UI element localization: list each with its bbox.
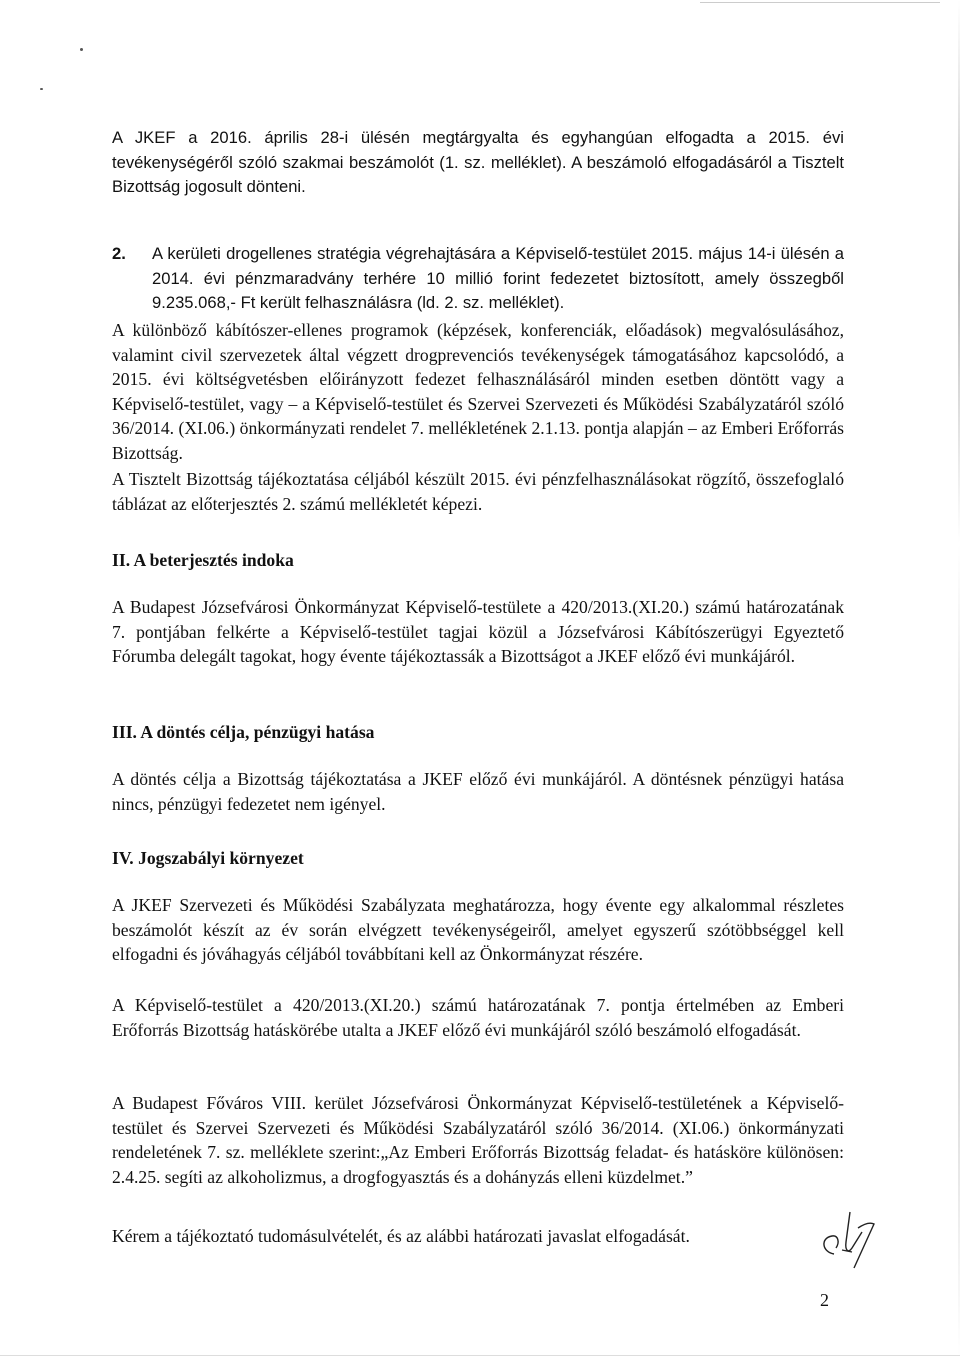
signature-initials [812,1202,892,1272]
section-iv-text-3: A Budapest Főváros VIII. kerület Józsefvárosi Önkormányzat Képviselő-testületének a Képviselő-testület és Szervei Szervezeti és Működési Szabályzatáról szóló 36/2014. (XI.06.) önkormányzati rendeletének 7. sz. melléklete szerint:„Az Emberi Erőforrás Bizottság feladat- és hatásköre különösen: 2.4.25. segíti az alkoholizmus, a drogfogyasztás és a dohányzás elleni küzdelmet.” [112,1093,844,1187]
heading-ii-text: II. A beterjesztés indoka [112,550,294,570]
closing-paragraph [112,1224,772,1249]
section-iv-text-2: A Képviselő-testület a 420/2013.(XI.20.) számú határozatának 7. pontja értelmében az Emberi Erőforrás Bizottság hatáskörébe utalta a JKEF előző évi munkájáról szóló beszámoló elfogadását. [112,995,844,1040]
closing-text: Kérem a tájékoztató tudomásulvételét, és az alábbi határozati javaslat elfogadását. [112,1226,690,1246]
summary-text: A Tisztelt Bizottság tájékoztatása céljából készült 2015. évi pénzfelhasználásokat rögzítő, összefoglaló táblázat az előterjesztés 2. számú mellékletét képezi. [112,469,844,514]
section-iv-paragraph-3 [112,1091,844,1189]
scan-edge-line [700,2,940,3]
scan-bottom-line [0,1355,960,1356]
item-2 [112,242,844,316]
section-heading-iii [112,720,844,745]
item-2-number: 2. [112,244,126,263]
summary-paragraph [112,467,844,516]
scan-speck [40,88,43,90]
scan-speck [80,48,83,51]
page-number: 2 [820,1290,829,1310]
heading-iii-text: III. A döntés célja, pénzügyi hatása [112,722,375,742]
section-iii-text: A döntés célja a Bizottság tájékoztatása a JKEF előző évi munkájáról. A döntésnek pénzügyi hatása nincs, pénzügyi fedezetet nem igényel. [112,769,844,814]
intro-paragraph [112,126,844,200]
item-2-text: A kerületi drogellenes stratégia végrehajtására a Képviselő-testület 2015. május 14-i ülésén a 2014. évi pénzmaradvány terhére 10 millió forint fedezetet biztosított, amely összegből 9.235.068,- Ft került felhasználásra (ld. 2. sz. melléklet). [152,244,844,313]
section-iv-text-1: A JKEF Szervezeti és Működési Szabályzata meghatározza, hogy évente egy alkalommal részletes beszámolót készít az év során elvégzett tevékenységeiről, amelyet egyszerű szótöbbséggel kell elfogadni és jóváhagyás céljából továbbítani kell az Önkormányzat részére. [112,895,844,965]
section-heading-iv [112,846,844,871]
programs-paragraph [112,318,844,466]
section-iii-paragraph [112,767,844,816]
section-iv-paragraph-1 [112,893,844,967]
heading-iv-text: IV. Jogszabályi környezet [112,848,304,868]
section-iv-paragraph-2 [112,993,844,1042]
intro-text: A JKEF a 2016. április 28-i ülésén megtárgyalta és egyhangúan elfogadta a 2015. évi tevékenységéről szóló szakmai beszámolót (1. sz. melléklet). A beszámoló elfogadásáról a Tisztelt Bizottság jogosult dönteni. [112,128,844,197]
programs-text: A különböző kábítószer-ellenes programok (képzések, konferenciák, előadások) megvalósulásához, valamint civil szervezetek által végzett drogprevenciós tevékenységek támogatásához kapcsolódó, a 2015. évi költségvetésben előirányzott fedezet felhasználásáról minden esetben döntött vagy a Képviselő-testület, vagy – a Képviselő-testület és Szervei Szervezeti és Működési Szabályzatáról szóló 36/2014. (XI.06.) önkormányzati rendelet 7. mellékletének 2.1.13. pontja alapján – az Emberi Erőforrás Bizottság. [112,320,844,463]
section-ii-text: A Budapest Józsefvárosi Önkormányzat Képviselő-testülete a 420/2013.(XI.20.) számú határozatának 7. pontjában felkérte a Képviselő-testület tagjai közül a Józsefvárosi Kábítószerügyi Egyeztető Fórumba delegált tagokat, hogy évente tájékoztassák a Bizottságot a JKEF előző évi munkájáról. [112,597,844,667]
section-heading-ii [112,548,844,573]
section-ii-paragraph [112,595,844,669]
